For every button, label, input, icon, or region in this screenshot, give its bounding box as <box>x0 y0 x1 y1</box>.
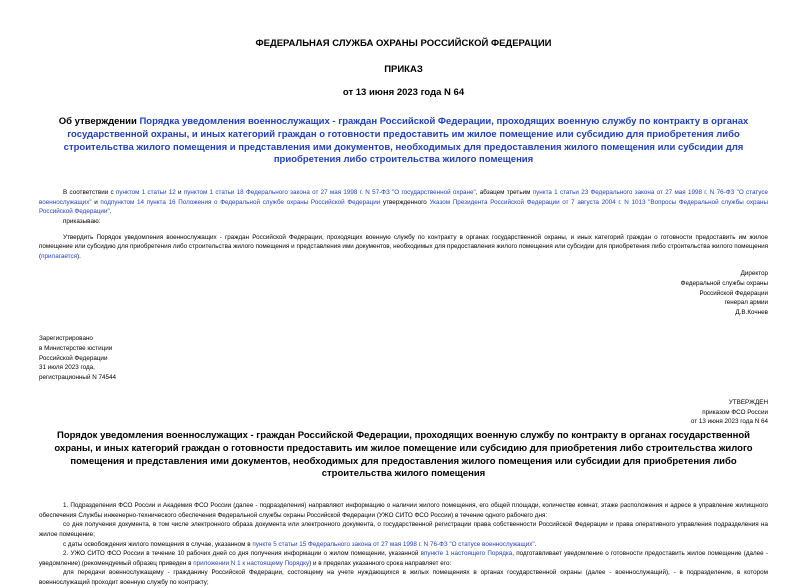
item-text: 2. УЖО СИТО ФСО России в течение 10 рабочих дней со дня получения информации о жилом помещении, указанной <box>63 550 421 558</box>
item-text: с даты освобождения жилого помещения в случае, указанном в <box>63 540 253 548</box>
preamble-text: В соответствии с <box>63 189 116 197</box>
approve-end: ). <box>77 252 81 260</box>
document-kind: ПРИКАЗ <box>384 64 423 75</box>
preamble-text: и <box>91 198 101 206</box>
preamble-text: и <box>175 189 184 197</box>
fso-regulation-link[interactable]: подпунктом 14 пункта 16 Положения о Федеральной службе охраны Российской Федерации <box>100 198 381 206</box>
presidential-decree-link[interactable]: Указом Президента Российской Федерации от 7 августа 2004 г. N 1013 "Вопросы Федеральной службы охраны Российской Федерации" <box>39 198 768 216</box>
item-2 <box>39 549 768 568</box>
item-1: 1. Подразделения ФСО России и Академия ФСО России (далее - подразделения) направляют информацию о наличии жилого помещения, его общей площади, количестве комнат, этаже расположения и адресе в управление жилищного обеспечения Службы инженерно-технического обеспечения Федеральной службы охраны Российской Федерации (УЖО СИТО ФСО России) в течение одного рабочего дня: <box>39 502 768 519</box>
signature-block <box>39 269 768 317</box>
order-word: приказываю: <box>63 217 101 225</box>
document-date: от 13 июня 2023 года N 64 <box>342 87 465 98</box>
law-76-art23-link[interactable]: пункта 1 статьи 23 Федерального закона от 27 мая 1998 г. N 76-ФЗ "О статусе военнослужащих" <box>39 189 768 206</box>
approved-line: от 13 июня 2023 года N 64 <box>690 418 768 426</box>
approved-line: приказом ФСО России <box>702 408 768 416</box>
agency-name: ФЕДЕРАЛЬНАЯ СЛУЖБА ОХРАНЫ РОССИЙСКОЙ ФЕДЕРАЦИИ <box>255 38 552 49</box>
registration-line: регистрационный N 74544 <box>39 373 117 381</box>
approve-paragraph <box>39 233 768 262</box>
law-76-art15-link[interactable]: пункте 5 статьи 15 Федерального закона от 27 мая 1998 г. N 76-ФЗ "О статусе военнослужащих" <box>252 540 535 548</box>
signature-line: Федеральной службы охраны <box>680 279 768 287</box>
attachment-link[interactable]: прилагается <box>41 252 78 260</box>
item-text: , подготавливает уведомление о готовности предоставить жилое помещение (далее - уведомление) (рекомендуемый образец приведен в <box>39 550 768 567</box>
approved-line: УТВЕРЖДЕН <box>728 399 768 407</box>
registration-block <box>39 334 768 382</box>
signature-line: генерал армии <box>724 299 768 307</box>
registration-line: 31 июля 2023 года, <box>39 364 95 372</box>
signature-line: Директор <box>740 270 768 278</box>
title-order-link[interactable]: Порядка уведомления военнослужащих - граждан Российской Федерации, проходящих военную службу по контракту в органах государственной охраны, и иных категорий граждан о готовности предоставить им жилое помещение или субсидию для приобретения либо строительства жилого помещения и представления ими документов, необходимых для предоставления жилого помещения или субсидии для приобретения либо строительства жилого помещения <box>63 116 749 166</box>
signature-line: Д.В.Кочнев <box>735 308 768 316</box>
document-title <box>39 116 768 167</box>
procedure-body <box>39 501 768 587</box>
item-1-sub-2 <box>39 540 768 550</box>
procedure-title: Порядок уведомления военнослужащих - граждан Российской Федерации, проходящих военную службу по контракту в органах государственной охраны, и иных категорий граждан о готовности предоставить им жилое помещение или субсидию для приобретения либо строительства жилого помещения и представления ими документов, необходимых для предоставления жилого помещения или субсидии для приобретения либо строительства жилого помещения <box>54 430 753 480</box>
law-57-art18-link[interactable]: пунктом 1 статьи 18 Федерального закона от 27 мая 1998 г. N 57-ФЗ "О государственной охране" <box>183 189 476 197</box>
approved-stamp <box>39 398 768 427</box>
item-1-ref-link[interactable]: впункте 1 настоящего Порядка <box>420 550 513 558</box>
law-57-art12-link[interactable]: пунктом 1 статьи 12 <box>115 189 176 197</box>
approve-text: Утвердить Порядок уведомления военнослужащих - граждан Российской Федерации, проходящих военную службу по контракту в органах государственной охраны, и иных категорий граждан о готовности предоставить им жилое помещение или субсидию для приобретения либо строительства жилого помещения и представления ими документов, необходимых для предоставления жилого помещения или субсидии для приобретения либо строительства жилого помещения ( <box>39 233 768 260</box>
item-1-sub-1: со дня получения документа, в том числе электронного образа документа или электронного документа, о государственной регистрации права собственности Российской Федерации и права оперативного управления подразделения на жилое помещение; <box>39 521 768 539</box>
item-text: ) и в пределах указанного срока направляет его: <box>309 559 452 567</box>
preamble-text: , абзацем третьим <box>475 189 533 197</box>
order-body <box>39 188 768 427</box>
item-2-sub-1: для передачи военнослужащему - гражданину Российской Федерации, состоящему на учете нуждающихся в жилых помещениях в органах государственной охраны (далее - военнослужащий), - в подразделение, в котором военнослужащий проходит военную службу по контракту; <box>39 569 768 586</box>
preamble-text: утвержденного <box>380 198 430 206</box>
registration-line: Зарегистрировано <box>39 335 93 343</box>
registration-line: Российской Федерации <box>39 354 108 362</box>
preamble-paragraph <box>39 188 768 217</box>
registration-line: в Министерстве юстиции <box>39 344 113 352</box>
signature-line: Российской Федерации <box>699 289 768 297</box>
preamble-text: , <box>109 208 112 216</box>
item-text: . <box>534 540 537 548</box>
appendix-1-link[interactable]: приложении N 1 к настоящему Порядку <box>193 559 310 567</box>
title-prefix: Об утверждении <box>58 116 140 127</box>
